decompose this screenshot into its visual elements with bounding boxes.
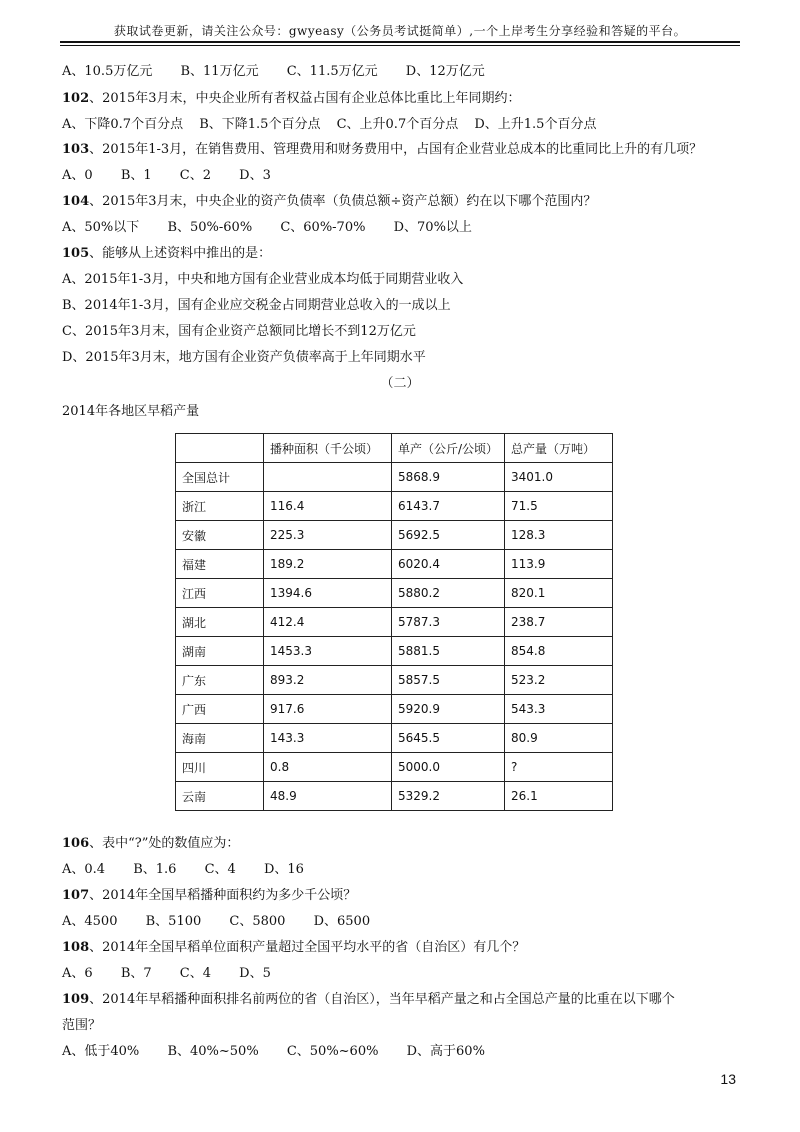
cell-area: 143.3 xyxy=(264,724,392,753)
cell-region: 浙江 xyxy=(176,492,264,521)
q109-option-b: B、40%~50% xyxy=(167,1044,259,1059)
header-region xyxy=(176,434,264,463)
cell-region: 海南 xyxy=(176,724,264,753)
q102-option-b: B、下降1.5个百分点 xyxy=(199,117,321,132)
q104-option-a: A、50%以下 xyxy=(62,220,140,235)
table-row xyxy=(176,666,613,695)
cell-output: 238.7 xyxy=(505,608,613,637)
table-row xyxy=(176,521,613,550)
q103-text: 、2015年1-3月，在销售费用、管理费用和财务费用中，占国有企业营业总成本的比重同比上升的有几项？ xyxy=(89,142,703,157)
header-yield: 单产（公斤/公顷） xyxy=(392,434,505,463)
header-output: 总产量（万吨） xyxy=(505,434,613,463)
cell-yield: 5692.5 xyxy=(392,521,505,550)
header-area: 播种面积（千公顷） xyxy=(264,434,392,463)
q106-text: 、表中“?”处的数值应为： xyxy=(89,836,240,851)
table-row xyxy=(176,608,613,637)
cell-area: 1453.3 xyxy=(264,637,392,666)
q103-option-c: C、2 xyxy=(179,168,211,183)
table-row xyxy=(176,550,613,579)
section-heading: （二） xyxy=(380,376,420,391)
q101-option-c: C、11.5万亿元 xyxy=(286,64,378,79)
q104-option-b: B、50%-60% xyxy=(167,220,253,235)
q107-options xyxy=(62,910,394,929)
table-row xyxy=(176,579,613,608)
q108-option-a: A、6 xyxy=(62,966,93,981)
cell-output: 543.3 xyxy=(505,695,613,724)
q106-option-d: D、16 xyxy=(263,862,304,877)
q109-number: 109 xyxy=(62,992,90,1007)
cell-yield: 5881.5 xyxy=(392,637,505,666)
cell-yield: 6020.4 xyxy=(392,550,505,579)
q102-option-c: C、上升0.7个百分点 xyxy=(336,117,459,132)
q102-options xyxy=(62,113,620,132)
q104-text: 、2015年3月末，中央企业的资产负债率（负债总额÷资产总额）约在以下哪个范围内？ xyxy=(89,194,597,209)
q109-option-d: D、高于60% xyxy=(406,1044,485,1059)
q102-number: 102 xyxy=(62,91,90,106)
cell-yield: 5000.0 xyxy=(392,753,505,782)
q106-option-b: B、1.6 xyxy=(133,862,177,877)
cell-area: 412.4 xyxy=(264,608,392,637)
page-number: 13 xyxy=(720,1071,736,1087)
cell-region: 云南 xyxy=(176,782,264,811)
cell-region: 湖南 xyxy=(176,637,264,666)
q109-text: 、2014年早稻播种面积排名前两位的省（自治区），当年早稻产量之和占全国总产量的比重在以下哪个 xyxy=(89,992,675,1007)
cell-area: 225.3 xyxy=(264,521,392,550)
q109-stem-cont: 范围？ xyxy=(62,1018,102,1033)
q108-option-b: B、7 xyxy=(120,966,152,981)
cell-region: 福建 xyxy=(176,550,264,579)
cell-area: 48.9 xyxy=(264,782,392,811)
cell-output: 71.5 xyxy=(505,492,613,521)
cell-area: 893.2 xyxy=(264,666,392,695)
page-header: 获取试卷更新，请关注公众号：gwyeasy（公务员考试挺简单）,一个上岸考生分享经验和答疑的平台。 xyxy=(113,24,687,38)
q107-option-c: C、5800 xyxy=(229,914,286,929)
cell-output: 113.9 xyxy=(505,550,613,579)
q108-options xyxy=(62,962,295,981)
q105-number: 105 xyxy=(62,246,90,261)
early-rice-table xyxy=(175,433,613,811)
q106-number: 106 xyxy=(62,836,90,851)
q109-stem xyxy=(62,988,675,1007)
cell-output: 26.1 xyxy=(505,782,613,811)
q104-options xyxy=(62,216,496,235)
cell-region: 广东 xyxy=(176,666,264,695)
q109-option-a: A、低于40% xyxy=(62,1044,140,1059)
q104-stem xyxy=(62,190,596,209)
q105-option-d: D、2015年3月末，地方国有企业资产负债率高于上年同期水平 xyxy=(62,350,426,365)
q105-stem xyxy=(62,242,271,261)
q102-stem xyxy=(62,87,521,106)
q101-option-b: B、11万亿元 xyxy=(180,64,259,79)
header-divider-thin xyxy=(60,45,740,46)
cell-yield: 5645.5 xyxy=(392,724,505,753)
q106-options xyxy=(62,858,328,877)
cell-output: 820.1 xyxy=(505,579,613,608)
cell-output: 80.9 xyxy=(505,724,613,753)
cell-output: 128.3 xyxy=(505,521,613,550)
q103-option-a: A、0 xyxy=(62,168,93,183)
q107-text: 、2014年全国早稻播种面积约为多少千公顷？ xyxy=(89,888,357,903)
cell-yield: 5868.9 xyxy=(392,463,505,492)
cell-region: 四川 xyxy=(176,753,264,782)
table-row xyxy=(176,753,613,782)
q101-option-a: A、10.5万亿元 xyxy=(62,64,153,79)
q108-stem xyxy=(62,936,525,955)
q107-number: 107 xyxy=(62,888,90,903)
table-row xyxy=(176,463,613,492)
q104-number: 104 xyxy=(62,194,90,209)
cell-area: 0.8 xyxy=(264,753,392,782)
q107-option-d: D、6500 xyxy=(313,914,371,929)
cell-area: 917.6 xyxy=(264,695,392,724)
table-row xyxy=(176,637,613,666)
q106-option-c: C、4 xyxy=(204,862,236,877)
table-header-row xyxy=(176,434,613,463)
table-row xyxy=(176,492,613,521)
q103-options xyxy=(62,164,295,183)
q105-option-a: A、2015年1-3月，中央和地方国有企业营业成本均低于同期营业收入 xyxy=(62,272,464,287)
cell-region: 广西 xyxy=(176,695,264,724)
cell-yield: 6143.7 xyxy=(392,492,505,521)
q109-option-c: C、50%~60% xyxy=(286,1044,379,1059)
cell-region: 安徽 xyxy=(176,521,264,550)
cell-area: 1394.6 xyxy=(264,579,392,608)
cell-output: ? xyxy=(505,753,613,782)
q102-text: 、2015年3月末，中央企业所有者权益占国有企业总体比重比上年同期约： xyxy=(89,91,521,106)
cell-yield: 5787.3 xyxy=(392,608,505,637)
q103-stem xyxy=(62,138,702,157)
table-row xyxy=(176,782,613,811)
q103-number: 103 xyxy=(62,142,90,157)
q107-option-b: B、5100 xyxy=(145,914,202,929)
q102-option-a: A、下降0.7个百分点 xyxy=(62,117,184,132)
cell-output: 854.8 xyxy=(505,637,613,666)
q102-option-d: D、上升1.5个百分点 xyxy=(474,117,597,132)
cell-region: 江西 xyxy=(176,579,264,608)
table-row xyxy=(176,724,613,753)
q108-number: 108 xyxy=(62,940,90,955)
q108-option-d: D、5 xyxy=(239,966,271,981)
q106-option-a: A、0.4 xyxy=(62,862,106,877)
cell-output: 3401.0 xyxy=(505,463,613,492)
table-title: 2014年各地区早稻产量 xyxy=(62,404,200,419)
cell-yield: 5857.5 xyxy=(392,666,505,695)
cell-yield: 5329.2 xyxy=(392,782,505,811)
header-divider xyxy=(60,41,740,43)
cell-area: 189.2 xyxy=(264,550,392,579)
q103-option-d: D、3 xyxy=(239,168,271,183)
q107-option-a: A、4500 xyxy=(62,914,118,929)
table-row xyxy=(176,695,613,724)
cell-output: 523.2 xyxy=(505,666,613,695)
q105-option-b: B、2014年1-3月，国有企业应交税金占同期营业总收入的一成以上 xyxy=(62,298,451,313)
q107-stem xyxy=(62,884,356,903)
q101-options xyxy=(62,60,509,79)
q109-options xyxy=(62,1040,509,1059)
cell-yield: 5920.9 xyxy=(392,695,505,724)
q105-option-c: C、2015年3月末，国有企业资产总额同比增长不到12万亿元 xyxy=(62,324,416,339)
cell-area: 116.4 xyxy=(264,492,392,521)
cell-yield: 5880.2 xyxy=(392,579,505,608)
cell-area xyxy=(264,463,392,492)
q104-option-c: C、60%-70% xyxy=(280,220,366,235)
q108-text: 、2014年全国早稻单位面积产量超过全国平均水平的省（自治区）有几个？ xyxy=(89,940,526,955)
q105-text: 、能够从上述资料中推出的是： xyxy=(89,246,272,261)
q103-option-b: B、1 xyxy=(120,168,152,183)
q108-option-c: C、4 xyxy=(179,966,211,981)
q104-option-d: D、70%以上 xyxy=(393,220,472,235)
cell-region: 全国总计 xyxy=(176,463,264,492)
q101-option-d: D、12万亿元 xyxy=(405,64,485,79)
q106-stem xyxy=(62,832,239,851)
cell-region: 湖北 xyxy=(176,608,264,637)
